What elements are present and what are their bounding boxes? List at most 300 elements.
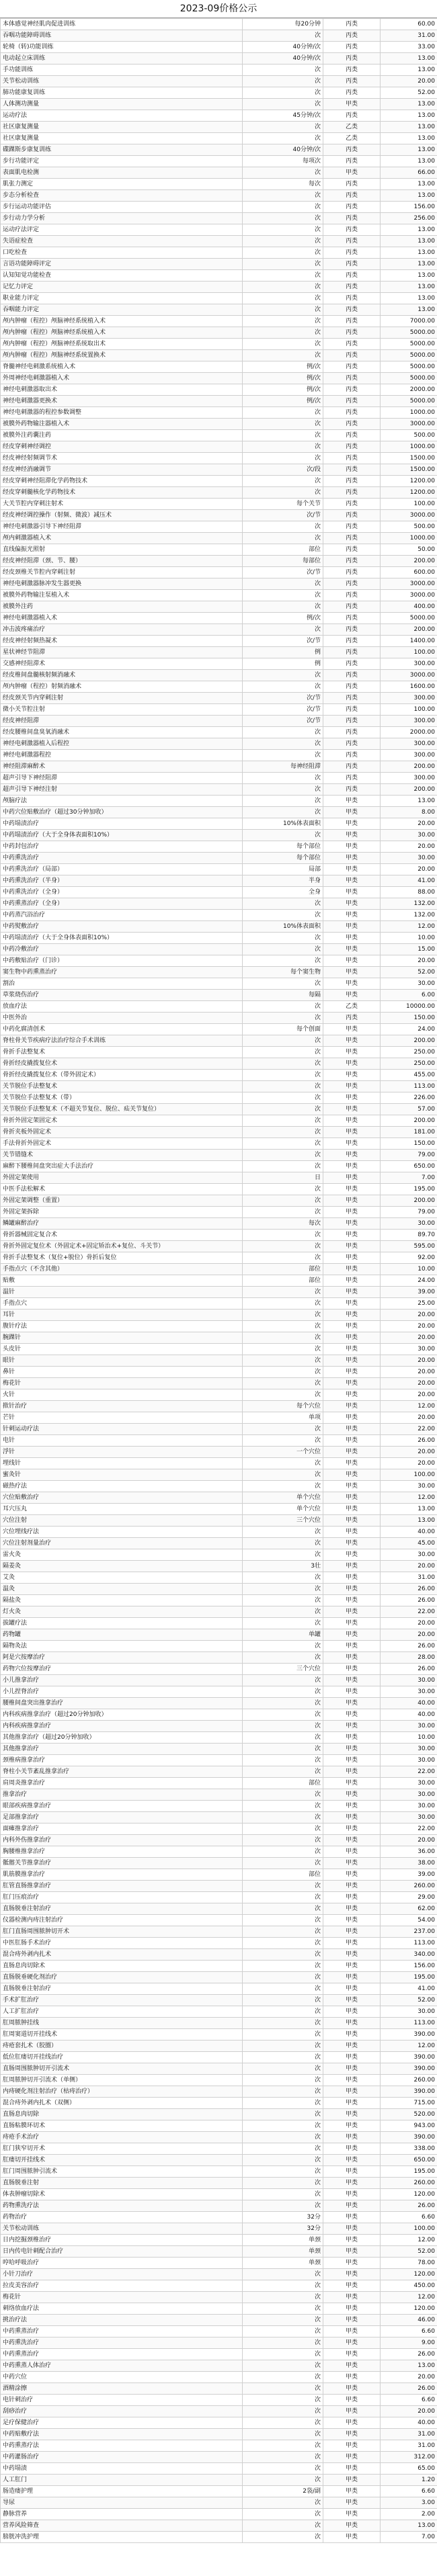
table-row <box>1 1823 437 1835</box>
item-unit: 单罐 <box>243 1629 323 1641</box>
table-row <box>1 921 437 933</box>
item-name: 放血疗法 <box>1 1001 243 1013</box>
item-name: 肛管直肠推拿治疗 <box>1 1881 243 1892</box>
item-price: 66.00 <box>381 167 437 179</box>
item-unit: 次/节 <box>243 716 323 727</box>
item-name: 神经电刺激器的程控参数调整 <box>1 407 243 419</box>
item-unit: 次 <box>243 1435 323 1447</box>
item-category: 甲类 <box>323 2326 381 2337</box>
item-unit: 次 <box>243 1424 323 1435</box>
item-unit: 次 <box>243 122 323 133</box>
item-price: 12.00 <box>381 2041 437 2052</box>
item-category: 甲类 <box>323 1435 381 1447</box>
item-name: 腹针疗法 <box>1 1321 243 1332</box>
item-price: 31.00 <box>381 2440 437 2452</box>
item-unit: 次 <box>243 133 323 144</box>
item-category: 甲类 <box>323 1172 381 1184</box>
item-price: 5000.00 <box>381 327 437 339</box>
item-price: 5000.00 <box>381 373 437 384</box>
table-row <box>1 1515 437 1527</box>
item-unit: 次 <box>243 1595 323 1606</box>
item-unit: 3壮 <box>243 1561 323 1572</box>
table-row <box>1 738 437 750</box>
table-row <box>1 1401 437 1412</box>
item-unit: 例/次 <box>243 384 323 396</box>
item-name: 电动起立床训练 <box>1 53 243 65</box>
item-price: 100.00 <box>381 647 437 658</box>
item-unit: 次 <box>243 796 323 807</box>
item-name: 骨折经皮撬拨复位术（带外固定术） <box>1 1070 243 1081</box>
table-row <box>1 2178 437 2189</box>
item-price: 78.00 <box>381 2258 437 2269</box>
item-name: 经皮神经射频调节术 <box>1 453 243 464</box>
table-row <box>1 796 437 807</box>
item-category: 甲类 <box>323 864 381 875</box>
item-name: 运动疗法 <box>1 110 243 122</box>
item-name: 经皮神经射频热凝术 <box>1 636 243 647</box>
item-price: 200.00 <box>381 1195 437 1207</box>
item-category: 甲类 <box>323 1892 381 1903</box>
item-price: 3000.00 <box>381 590 437 601</box>
item-category: 甲类 <box>323 1412 381 1424</box>
price-table <box>0 18 437 2543</box>
item-category: 丙类 <box>323 236 381 247</box>
item-name: 肛周窦道切开挂线术 <box>1 2029 243 2041</box>
item-unit: 次 <box>243 1995 323 2006</box>
item-price: 520.00 <box>381 2109 437 2120</box>
item-price: 20.00 <box>381 1412 437 1424</box>
item-name: 骶髂关节推拿治疗 <box>1 1858 243 1869</box>
item-price: 79.00 <box>381 1207 437 1218</box>
table-row <box>1 1344 437 1355</box>
item-price: 22.00 <box>381 1823 437 1835</box>
item-price: 36.00 <box>381 1846 437 1858</box>
table-row <box>1 2315 437 2326</box>
item-category: 甲类 <box>323 818 381 830</box>
item-category: 丙类 <box>323 224 381 236</box>
item-name: 步行动力学分析 <box>1 213 243 224</box>
item-price: 5000.00 <box>381 396 437 407</box>
item-unit: 次 <box>243 1618 323 1629</box>
item-name: 神经电刺激器引导下神经阻滞 <box>1 521 243 533</box>
item-price: 1000.00 <box>381 407 437 419</box>
table-row <box>1 1047 437 1058</box>
item-category: 丙类 <box>323 590 381 601</box>
item-category: 丙类 <box>323 647 381 658</box>
item-category: 丙类 <box>323 487 381 499</box>
item-unit: 次 <box>243 1698 323 1709</box>
item-price: 26.00 <box>381 1435 437 1447</box>
item-unit: 次 <box>243 578 323 590</box>
item-unit: 次 <box>243 978 323 990</box>
item-category: 甲类 <box>323 1538 381 1549</box>
item-category: 甲类 <box>323 2120 381 2132</box>
item-category: 甲类 <box>323 1972 381 1983</box>
table-row <box>1 1378 437 1389</box>
item-price: 150.00 <box>381 1138 437 1150</box>
item-category: 甲类 <box>323 1367 381 1378</box>
item-name: 关节错缝术 <box>1 1150 243 1161</box>
item-price: 88.00 <box>381 887 437 898</box>
item-category: 丙类 <box>323 65 381 76</box>
item-price: 300.00 <box>381 716 437 727</box>
item-name: 梅花针 <box>1 2292 243 2303</box>
item-unit: 次 <box>243 624 323 636</box>
item-category: 甲类 <box>323 796 381 807</box>
item-category: 甲类 <box>323 2486 381 2497</box>
item-price: 28.00 <box>381 1652 437 1664</box>
item-name: 肛周脓肿挂线 <box>1 2018 243 2029</box>
item-category: 甲类 <box>323 1344 381 1355</box>
item-category: 甲类 <box>323 1721 381 1732</box>
item-unit: 日 <box>243 1172 323 1184</box>
item-name: 经皮神经阻滞（颈、节、腰） <box>1 556 243 567</box>
item-price: 10.00 <box>381 1732 437 1744</box>
item-category: 甲类 <box>323 1515 381 1527</box>
item-price: 30.00 <box>381 1801 437 1812</box>
item-unit: 每次 <box>243 1218 323 1230</box>
item-category: 甲类 <box>323 2280 381 2292</box>
table-row <box>1 282 437 293</box>
item-category: 甲类 <box>323 875 381 887</box>
item-price: 1500.00 <box>381 464 437 476</box>
item-category: 甲类 <box>323 1047 381 1058</box>
item-price: 13.00 <box>381 282 437 293</box>
item-name: 肠造瘘护理 <box>1 2486 243 2497</box>
table-row <box>1 578 437 590</box>
item-name: 电针刺治疗 <box>1 2395 243 2406</box>
item-unit: 次 <box>243 1823 323 1835</box>
item-name: 火针 <box>1 1389 243 1401</box>
item-unit: 45分钟/次 <box>243 110 323 122</box>
item-category: 甲类 <box>323 1287 381 1298</box>
item-category: 甲类 <box>323 1858 381 1869</box>
item-name: 人工扩肛治疗 <box>1 2006 243 2018</box>
table-row <box>1 2326 437 2337</box>
item-category: 甲类 <box>323 1766 381 1778</box>
item-price: 195.00 <box>381 1184 437 1195</box>
item-category: 丙类 <box>323 499 381 510</box>
table-row <box>1 647 437 658</box>
item-unit: 次 <box>243 316 323 327</box>
item-unit: 次 <box>243 350 323 361</box>
item-name: 内科外伤推拿治疗 <box>1 1835 243 1846</box>
item-name: 肛门周围脓肿引流术 <box>1 2166 243 2178</box>
item-name: 神经电刺激器程控 <box>1 750 243 761</box>
item-name: 穴位贴敷治疗 <box>1 1492 243 1504</box>
item-category: 甲类 <box>323 1115 381 1127</box>
table-row <box>1 1230 437 1241</box>
item-unit: 次 <box>243 1606 323 1618</box>
item-category: 甲类 <box>323 1310 381 1321</box>
item-name: 穴位注射剂量治疗 <box>1 1538 243 1549</box>
item-unit: 次 <box>243 1298 323 1310</box>
item-name: 中药穴位贴敷治疗（超过30分钟加收） <box>1 807 243 818</box>
item-unit: 次 <box>243 2166 323 2178</box>
item-unit: 次 <box>243 282 323 293</box>
table-row <box>1 887 437 898</box>
item-unit: 次 <box>243 1092 323 1104</box>
table-row <box>1 1035 437 1047</box>
table-row <box>1 2120 437 2132</box>
item-unit: 次 <box>243 167 323 179</box>
item-unit: 次 <box>243 2109 323 2120</box>
item-price: 26.00 <box>381 2383 437 2395</box>
item-unit: 次 <box>243 1846 323 1858</box>
item-name: 中药贴敷疗法 <box>1 2429 243 2440</box>
table-row <box>1 339 437 350</box>
item-name: 混合痔外剥内扎术 <box>1 1949 243 1961</box>
item-unit: 次 <box>243 2178 323 2189</box>
table-row <box>1 1355 437 1367</box>
item-price: 195.00 <box>381 2166 437 2178</box>
table-row <box>1 2280 437 2292</box>
item-category: 甲类 <box>323 1801 381 1812</box>
item-category: 丙类 <box>323 76 381 87</box>
item-name: 中药塌渍治疗 <box>1 818 243 830</box>
item-unit: 次 <box>243 521 323 533</box>
item-price: 200.00 <box>381 624 437 636</box>
item-name: 电针 <box>1 1435 243 1447</box>
item-price: 113.00 <box>381 1938 437 1949</box>
table-row <box>1 727 437 738</box>
item-name: 外固定架拆除 <box>1 1207 243 1218</box>
item-name: 肛门压痕治疗 <box>1 1892 243 1903</box>
item-unit: 次 <box>243 2041 323 2052</box>
item-unit: 次 <box>243 681 323 693</box>
item-price: 26.00 <box>381 1664 437 1675</box>
item-name: 拔罐疗法 <box>1 1618 243 1629</box>
item-category: 甲类 <box>323 2200 381 2212</box>
table-row <box>1 30 437 42</box>
item-price: 715.00 <box>381 2098 437 2109</box>
item-price: 13.00 <box>381 304 437 316</box>
item-name: 其他推拿治疗 <box>1 1744 243 1755</box>
item-category: 甲类 <box>323 1949 381 1961</box>
item-name: 步态分析检查 <box>1 190 243 202</box>
item-price: 30.00 <box>381 1812 437 1823</box>
item-category: 丙类 <box>323 738 381 750</box>
item-price: 250.00 <box>381 1058 437 1070</box>
item-price: 30.00 <box>381 1549 437 1561</box>
table-row <box>1 1275 437 1287</box>
table-row <box>1 1321 437 1332</box>
item-name: 经皮穿刺髓核化学药物技术 <box>1 487 243 499</box>
item-price: 20.00 <box>381 1458 437 1469</box>
item-name: 人工肛门 <box>1 2475 243 2486</box>
item-unit: 32分 <box>243 2223 323 2235</box>
item-price: 132.00 <box>381 898 437 910</box>
item-name: 中药灌肠治疗 <box>1 2452 243 2463</box>
item-unit: 次 <box>243 2497 323 2509</box>
item-category: 甲类 <box>323 2189 381 2200</box>
table-row <box>1 841 437 853</box>
table-row <box>1 1138 437 1150</box>
item-category: 甲类 <box>323 1812 381 1823</box>
item-unit: 次 <box>243 1081 323 1092</box>
item-category: 甲类 <box>323 1584 381 1595</box>
item-price: 13.00 <box>381 53 437 65</box>
item-name: 经皮颈椎关节腔内穿刺注射 <box>1 567 243 578</box>
item-category: 甲类 <box>323 1264 381 1275</box>
item-category: 丙类 <box>323 601 381 613</box>
item-unit: 次 <box>243 1892 323 1903</box>
item-unit: 每个部位 <box>243 853 323 864</box>
item-category: 甲类 <box>323 1252 381 1264</box>
item-category: 甲类 <box>323 1629 381 1641</box>
item-unit: 32分 <box>243 2212 323 2223</box>
item-price: 52.00 <box>381 87 437 99</box>
item-name: 温灸 <box>1 1584 243 1595</box>
item-name: 手指点穴（不含其他） <box>1 1264 243 1275</box>
item-name: 经皮颈关节内穿刺注射 <box>1 693 243 704</box>
table-row <box>1 1675 437 1686</box>
item-price: 30.00 <box>381 1744 437 1755</box>
item-unit: 次 <box>243 2406 323 2417</box>
item-unit: 次 <box>243 407 323 419</box>
item-name: 被膜外药物输注器植入术 <box>1 419 243 430</box>
item-name: 中药穴位 <box>1 2372 243 2383</box>
item-unit: 次 <box>243 2326 323 2337</box>
table-row <box>1 1595 437 1606</box>
item-price: 30.00 <box>381 1755 437 1766</box>
item-price: 20.00 <box>381 2372 437 2383</box>
item-name: 窦生物中药熏蒸治疗 <box>1 967 243 978</box>
item-price: 20.00 <box>381 1629 437 1641</box>
item-unit: 40分钟/次 <box>243 42 323 53</box>
item-unit: 10%体表面积 <box>243 818 323 830</box>
table-row <box>1 624 437 636</box>
item-name: 内科疾病推拿治疗（超过20分钟加收） <box>1 1709 243 1721</box>
item-price: 100.00 <box>381 704 437 716</box>
item-unit: 次 <box>243 1287 323 1298</box>
table-row <box>1 110 437 122</box>
item-unit: 次 <box>243 750 323 761</box>
item-price: 1500.00 <box>381 453 437 464</box>
table-row <box>1 1241 437 1252</box>
item-unit: 次 <box>243 2383 323 2395</box>
item-price: 3000.00 <box>381 578 437 590</box>
item-unit: 次 <box>243 944 323 955</box>
item-name: 直肠脱垂注射治疗 <box>1 1903 243 1915</box>
item-unit: 次 <box>243 1070 323 1081</box>
item-name: 肛门狭窄切开术 <box>1 2143 243 2155</box>
item-category: 丙类 <box>323 716 381 727</box>
item-category: 甲类 <box>323 1035 381 1047</box>
item-unit: 次 <box>243 1538 323 1549</box>
item-price: 9.00 <box>381 2337 437 2349</box>
item-unit: 次/段 <box>243 464 323 476</box>
item-name: 神经电刺激器植入后程控 <box>1 738 243 750</box>
item-price: 39.00 <box>381 1869 437 1881</box>
item-unit: 次 <box>243 1344 323 1355</box>
item-name: 仪器检测内痔注射治疗 <box>1 1915 243 1926</box>
item-price: 181.00 <box>381 1127 437 1138</box>
table-row <box>1 1549 437 1561</box>
item-category: 甲类 <box>323 1389 381 1401</box>
item-category: 甲类 <box>323 2475 381 2486</box>
table-row <box>1 1447 437 1458</box>
item-category: 甲类 <box>323 167 381 179</box>
item-unit: 次 <box>243 2315 323 2326</box>
item-price: 120.00 <box>381 2189 437 2200</box>
table-row <box>1 1310 437 1321</box>
item-price: 31.00 <box>381 30 437 42</box>
item-name: 颅内肿瘤（程控）颅脑神经系统取出术 <box>1 339 243 350</box>
item-name: 药物罐 <box>1 1629 243 1641</box>
item-price: 390.00 <box>381 2029 437 2041</box>
table-row <box>1 1835 437 1846</box>
item-unit: 次/节 <box>243 693 323 704</box>
item-category: 丙类 <box>323 704 381 716</box>
table-row <box>1 179 437 190</box>
item-name: 神经电刺激器取出术 <box>1 384 243 396</box>
item-price: 8.00 <box>381 807 437 818</box>
item-price: 20.00 <box>381 1355 437 1367</box>
item-category: 甲类 <box>323 1321 381 1332</box>
table-row <box>1 533 437 544</box>
table-row <box>1 2532 437 2543</box>
table-row <box>1 2452 437 2463</box>
table-row <box>1 853 437 864</box>
item-name: 刮痧治疗 <box>1 2406 243 2417</box>
item-price: 390.00 <box>381 2063 437 2075</box>
item-name: 药物治疗 <box>1 2212 243 2223</box>
item-unit: 次 <box>243 1481 323 1492</box>
item-price: 29.00 <box>381 1892 437 1903</box>
table-row <box>1 2486 437 2497</box>
table-row <box>1 396 437 407</box>
table-row <box>1 236 437 247</box>
item-category: 甲类 <box>323 2269 381 2280</box>
item-category: 甲类 <box>323 1995 381 2006</box>
item-unit: 次 <box>243 2280 323 2292</box>
item-name: 体表肿瘤切除术 <box>1 2189 243 2200</box>
item-price: 38.00 <box>381 1858 437 1869</box>
item-category: 甲类 <box>323 2349 381 2360</box>
item-name: 其他推拿治疗（超过20分钟加收） <box>1 1732 243 1744</box>
table-row <box>1 407 437 419</box>
item-category: 丙类 <box>323 316 381 327</box>
table-row <box>1 1983 437 1995</box>
item-unit: 次 <box>243 87 323 99</box>
item-unit: 次 <box>243 1903 323 1915</box>
item-name: 经皮神经阻滞 <box>1 716 243 727</box>
item-unit: 次 <box>243 807 323 818</box>
item-price: 39.00 <box>381 1287 437 1298</box>
item-category: 甲类 <box>323 1127 381 1138</box>
table-row <box>1 1389 437 1401</box>
table-row <box>1 2337 437 2349</box>
item-unit: 次 <box>243 1744 323 1755</box>
item-category: 甲类 <box>323 2246 381 2258</box>
table-row <box>1 19 437 30</box>
item-category: 甲类 <box>323 933 381 944</box>
item-unit: 次 <box>243 236 323 247</box>
item-name: 麻醉下腰椎间盘突出症大手法治疗 <box>1 1161 243 1172</box>
item-name: 大关节腔内穿刺注射术 <box>1 499 243 510</box>
item-price: 13.00 <box>381 796 437 807</box>
item-price: 13.00 <box>381 122 437 133</box>
item-unit: 次 <box>243 419 323 430</box>
item-unit: 单颈 <box>243 2235 323 2246</box>
item-unit: 每神经阻滞 <box>243 761 323 773</box>
item-price: 3000.00 <box>381 510 437 521</box>
item-category: 甲类 <box>323 853 381 864</box>
item-price: 260.00 <box>381 1881 437 1892</box>
item-name: 记忆力评定 <box>1 282 243 293</box>
table-row <box>1 2372 437 2383</box>
